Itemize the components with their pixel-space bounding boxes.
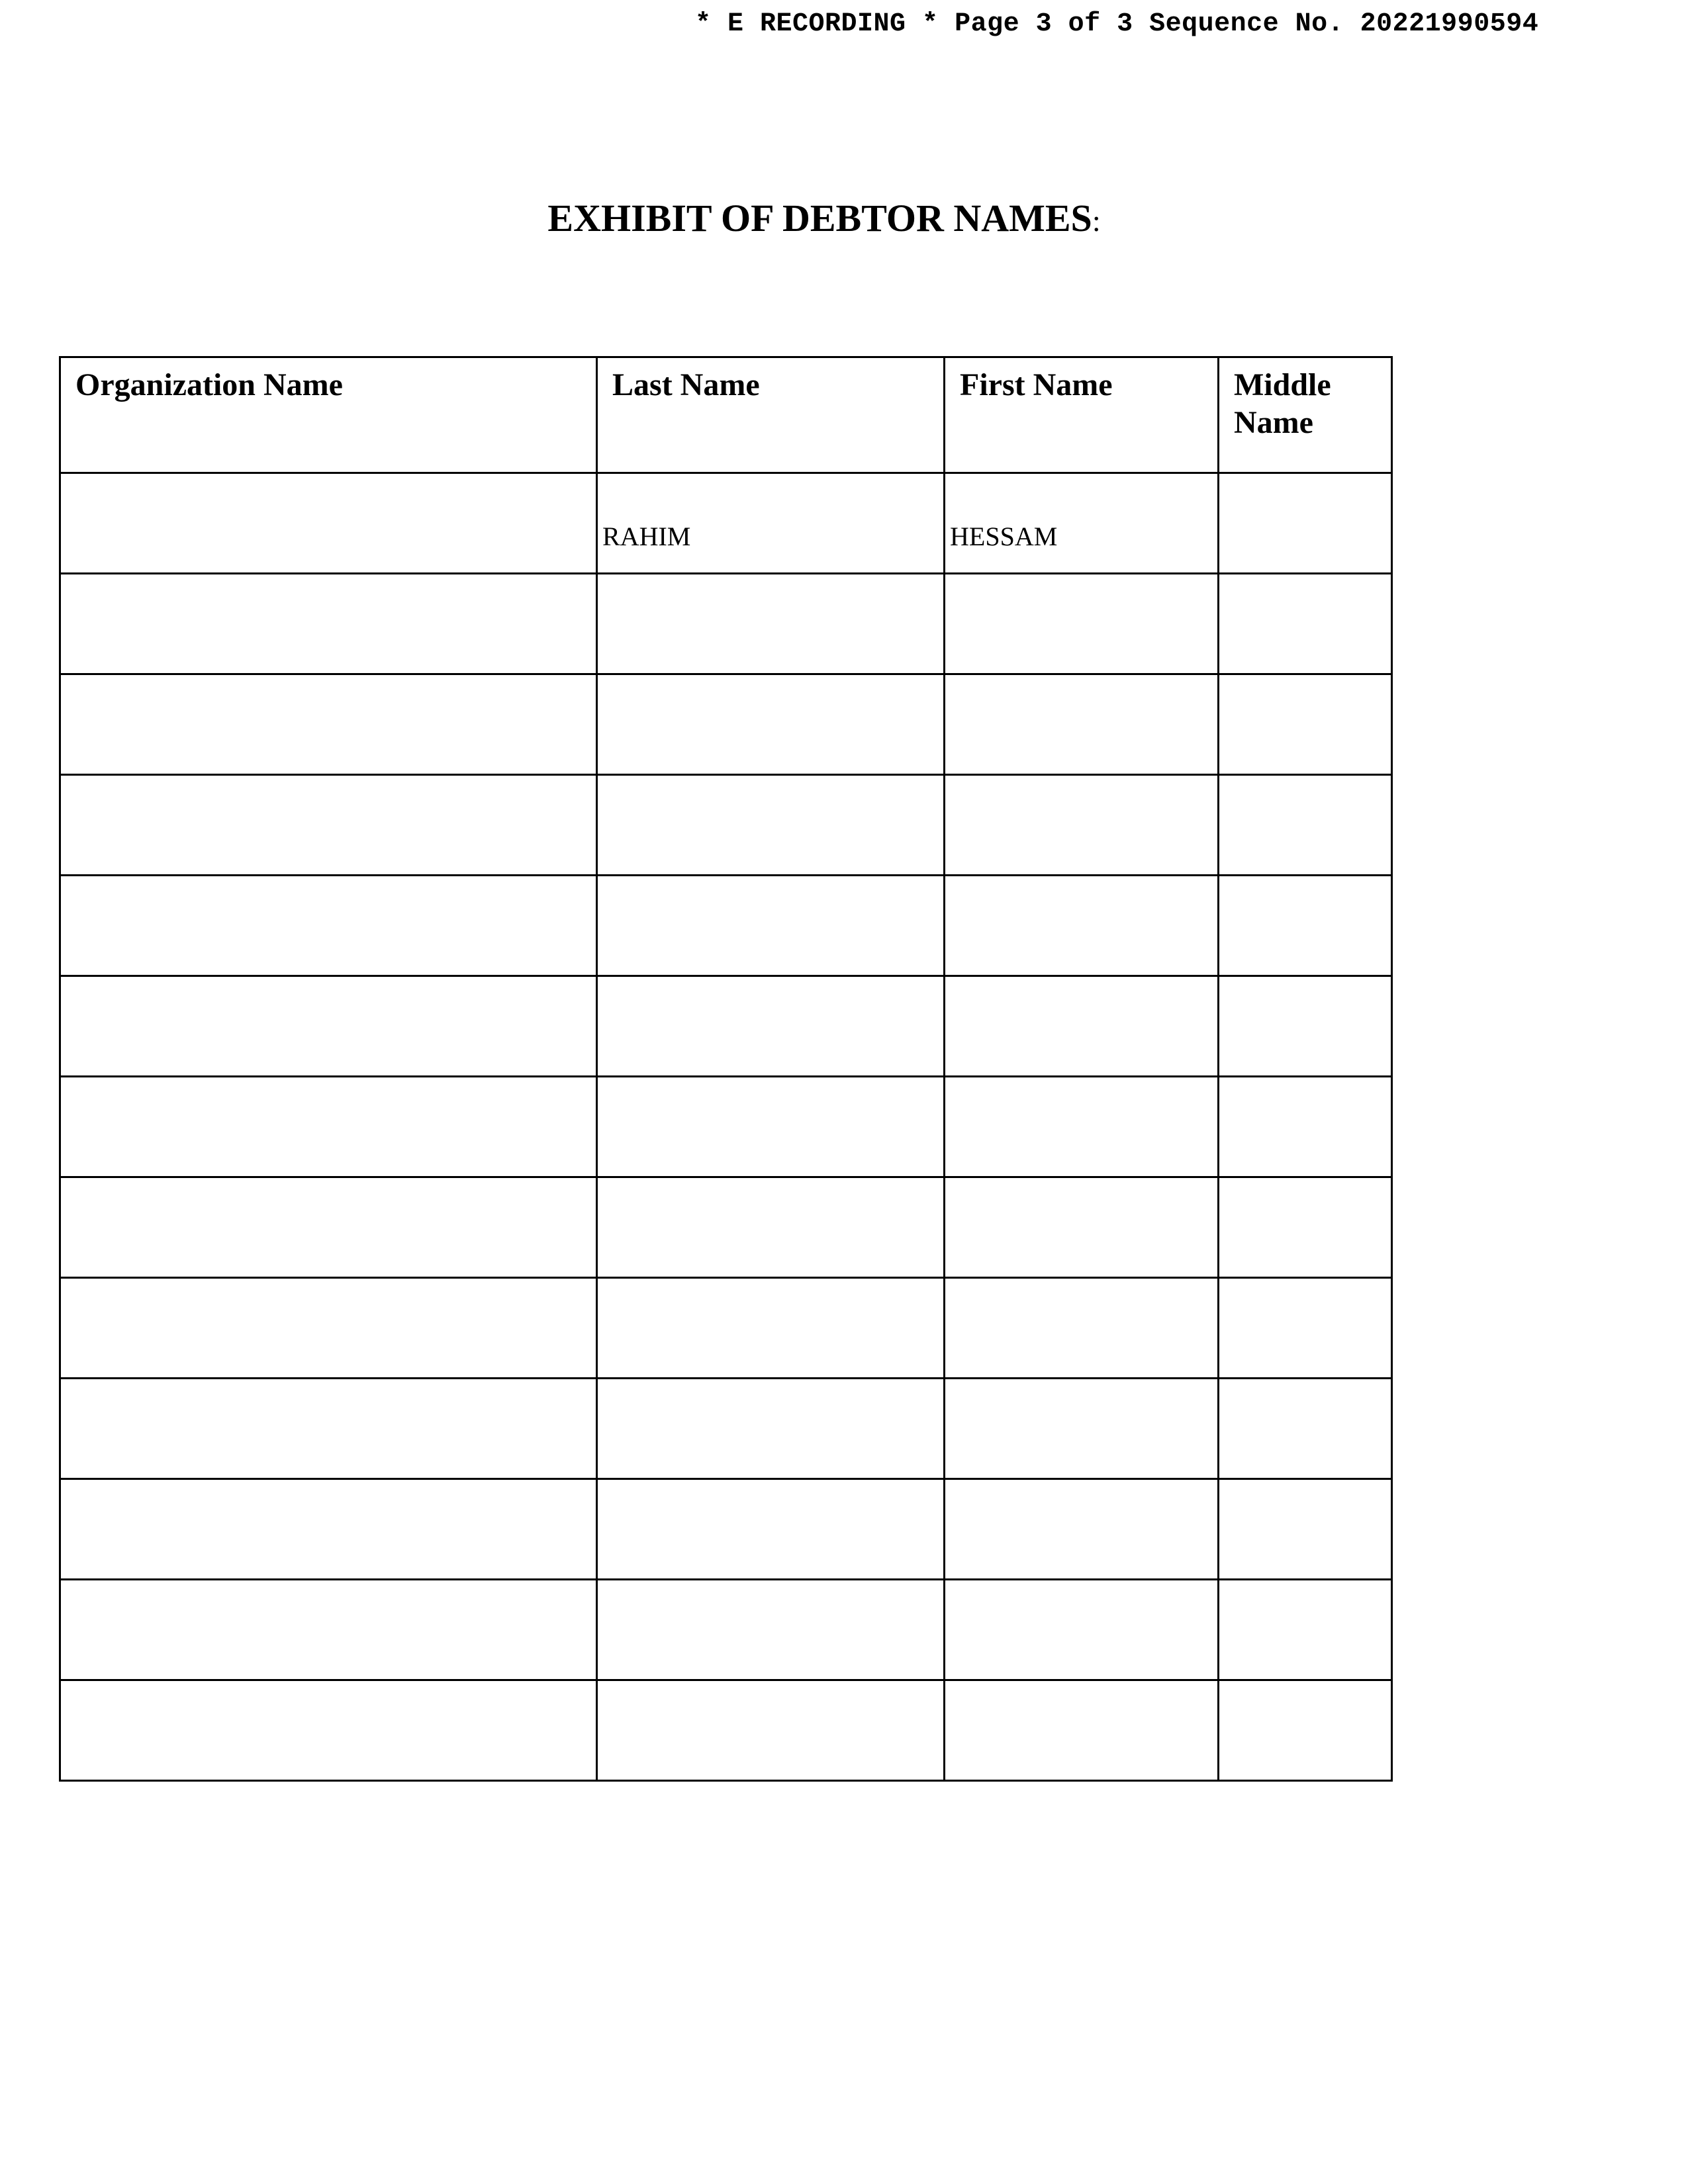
last-name-cell	[597, 1479, 945, 1580]
last-name-cell-text	[598, 1379, 943, 1427]
middle-name-cell	[1219, 1680, 1392, 1781]
first-name-cell	[945, 674, 1219, 775]
middle-name-cell-text	[1219, 474, 1391, 522]
first-name-cell-text	[945, 876, 1217, 924]
last-name-cell-text	[598, 1077, 943, 1125]
first-name-cell	[945, 1077, 1219, 1177]
organization-name-cell	[60, 674, 597, 775]
table-row	[60, 1479, 1392, 1580]
first-name-cell-text	[945, 1681, 1217, 1729]
middle-name-cell	[1219, 1379, 1392, 1479]
column-header-middle-name: Middle Name	[1219, 357, 1392, 473]
last-name-cell	[597, 1077, 945, 1177]
first-name-cell	[945, 1680, 1219, 1781]
last-name-cell	[597, 976, 945, 1077]
last-name-cell-text	[598, 876, 943, 924]
middle-name-cell-text	[1219, 1178, 1391, 1226]
middle-name-cell-text	[1219, 1580, 1391, 1628]
organization-name-cell	[60, 1680, 597, 1781]
last-name-cell	[597, 574, 945, 674]
column-header-organization-name: Organization Name	[60, 357, 597, 473]
middle-name-cell-text	[1219, 1077, 1391, 1125]
middle-name-cell-text	[1219, 1379, 1391, 1427]
first-name-cell	[945, 473, 1219, 574]
first-name-cell	[945, 1379, 1219, 1479]
middle-name-cell-text	[1219, 1279, 1391, 1326]
organization-name-cell-text	[61, 675, 596, 723]
last-name-cell-text	[598, 1580, 943, 1628]
last-name-cell-text	[598, 574, 943, 622]
first-name-cell	[945, 1278, 1219, 1379]
first-name-cell-text	[945, 1580, 1217, 1628]
first-name-cell	[945, 574, 1219, 674]
organization-name-cell-text	[61, 776, 596, 823]
title-colon: :	[1092, 204, 1101, 238]
last-name-cell	[597, 876, 945, 976]
middle-name-cell	[1219, 1278, 1392, 1379]
organization-name-cell	[60, 1278, 597, 1379]
last-name-cell-text	[598, 675, 943, 723]
first-name-cell-text: HESSAM	[950, 522, 1058, 551]
middle-name-cell-text	[1219, 675, 1391, 723]
column-header-first-name: First Name	[945, 357, 1219, 473]
table-row	[60, 473, 1392, 574]
organization-name-cell-text	[61, 1681, 596, 1729]
last-name-cell	[597, 1278, 945, 1379]
column-header-last-name: Last Name	[597, 357, 945, 473]
middle-name-cell	[1219, 1077, 1392, 1177]
organization-name-cell-text	[61, 574, 596, 622]
first-name-cell-text	[945, 1279, 1217, 1326]
middle-name-cell	[1219, 1177, 1392, 1278]
first-name-cell	[945, 1177, 1219, 1278]
last-name-cell-text	[598, 1681, 943, 1729]
organization-name-cell	[60, 876, 597, 976]
organization-name-cell	[60, 976, 597, 1077]
organization-name-cell-text	[61, 1077, 596, 1125]
first-name-cell-text	[945, 1379, 1217, 1427]
table-header-row	[60, 357, 1392, 473]
table-row	[60, 976, 1392, 1077]
first-name-cell	[945, 1580, 1219, 1680]
table-row	[60, 775, 1392, 876]
recording-header: * E RECORDING * Page 3 of 3 Sequence No. 20221990594	[695, 9, 1539, 39]
last-name-cell-text	[598, 1279, 943, 1326]
last-name-cell-text	[598, 977, 943, 1024]
last-name-cell-text	[598, 776, 943, 823]
last-name-cell-text: RAHIM	[602, 522, 691, 551]
middle-name-cell	[1219, 473, 1392, 574]
first-name-cell-text	[945, 1480, 1217, 1527]
table-row	[60, 1177, 1392, 1278]
title-text: EXHIBIT OF DEBTOR NAMES	[547, 197, 1092, 240]
last-name-cell	[597, 1379, 945, 1479]
table-row	[60, 1379, 1392, 1479]
first-name-cell-text	[945, 1178, 1217, 1226]
organization-name-cell-text	[61, 474, 596, 522]
page-title	[0, 196, 1648, 240]
organization-name-cell	[60, 775, 597, 876]
debtor-names-table	[59, 356, 1393, 1782]
middle-name-cell	[1219, 876, 1392, 976]
last-name-cell-text	[598, 1178, 943, 1226]
table-row	[60, 674, 1392, 775]
last-name-cell	[597, 473, 945, 574]
organization-name-cell-text	[61, 977, 596, 1024]
middle-name-cell	[1219, 1580, 1392, 1680]
middle-name-cell	[1219, 775, 1392, 876]
last-name-cell	[597, 775, 945, 876]
middle-name-cell-text	[1219, 977, 1391, 1024]
organization-name-cell	[60, 473, 597, 574]
first-name-cell-text	[945, 1077, 1217, 1125]
table-row	[60, 1680, 1392, 1781]
middle-name-cell	[1219, 976, 1392, 1077]
middle-name-cell	[1219, 1479, 1392, 1580]
organization-name-cell	[60, 1177, 597, 1278]
middle-name-cell	[1219, 574, 1392, 674]
last-name-cell-text	[598, 1480, 943, 1527]
middle-name-cell-text	[1219, 1681, 1391, 1729]
organization-name-cell-text	[61, 1178, 596, 1226]
organization-name-cell-text	[61, 1379, 596, 1427]
organization-name-cell	[60, 1077, 597, 1177]
middle-name-cell-text	[1219, 574, 1391, 622]
organization-name-cell	[60, 1580, 597, 1680]
first-name-cell-text	[945, 776, 1217, 823]
first-name-cell	[945, 1479, 1219, 1580]
last-name-cell	[597, 1680, 945, 1781]
first-name-cell-text	[945, 574, 1217, 622]
table-row	[60, 1077, 1392, 1177]
first-name-cell	[945, 976, 1219, 1077]
middle-name-cell-text	[1219, 776, 1391, 823]
first-name-cell-text	[945, 675, 1217, 723]
organization-name-cell-text	[61, 1480, 596, 1527]
organization-name-cell	[60, 1379, 597, 1479]
organization-name-cell-text	[61, 876, 596, 924]
middle-name-cell	[1219, 674, 1392, 775]
organization-name-cell	[60, 1479, 597, 1580]
middle-name-cell-text	[1219, 876, 1391, 924]
middle-name-cell-text	[1219, 1480, 1391, 1527]
table-row	[60, 574, 1392, 674]
table-row	[60, 1278, 1392, 1379]
last-name-cell	[597, 1580, 945, 1680]
last-name-cell	[597, 1177, 945, 1278]
first-name-cell	[945, 876, 1219, 976]
first-name-cell	[945, 775, 1219, 876]
organization-name-cell-text	[61, 1279, 596, 1326]
table-row	[60, 876, 1392, 976]
last-name-cell	[597, 674, 945, 775]
organization-name-cell-text	[61, 1580, 596, 1628]
organization-name-cell	[60, 574, 597, 674]
table-row	[60, 1580, 1392, 1680]
first-name-cell-text	[945, 977, 1217, 1024]
